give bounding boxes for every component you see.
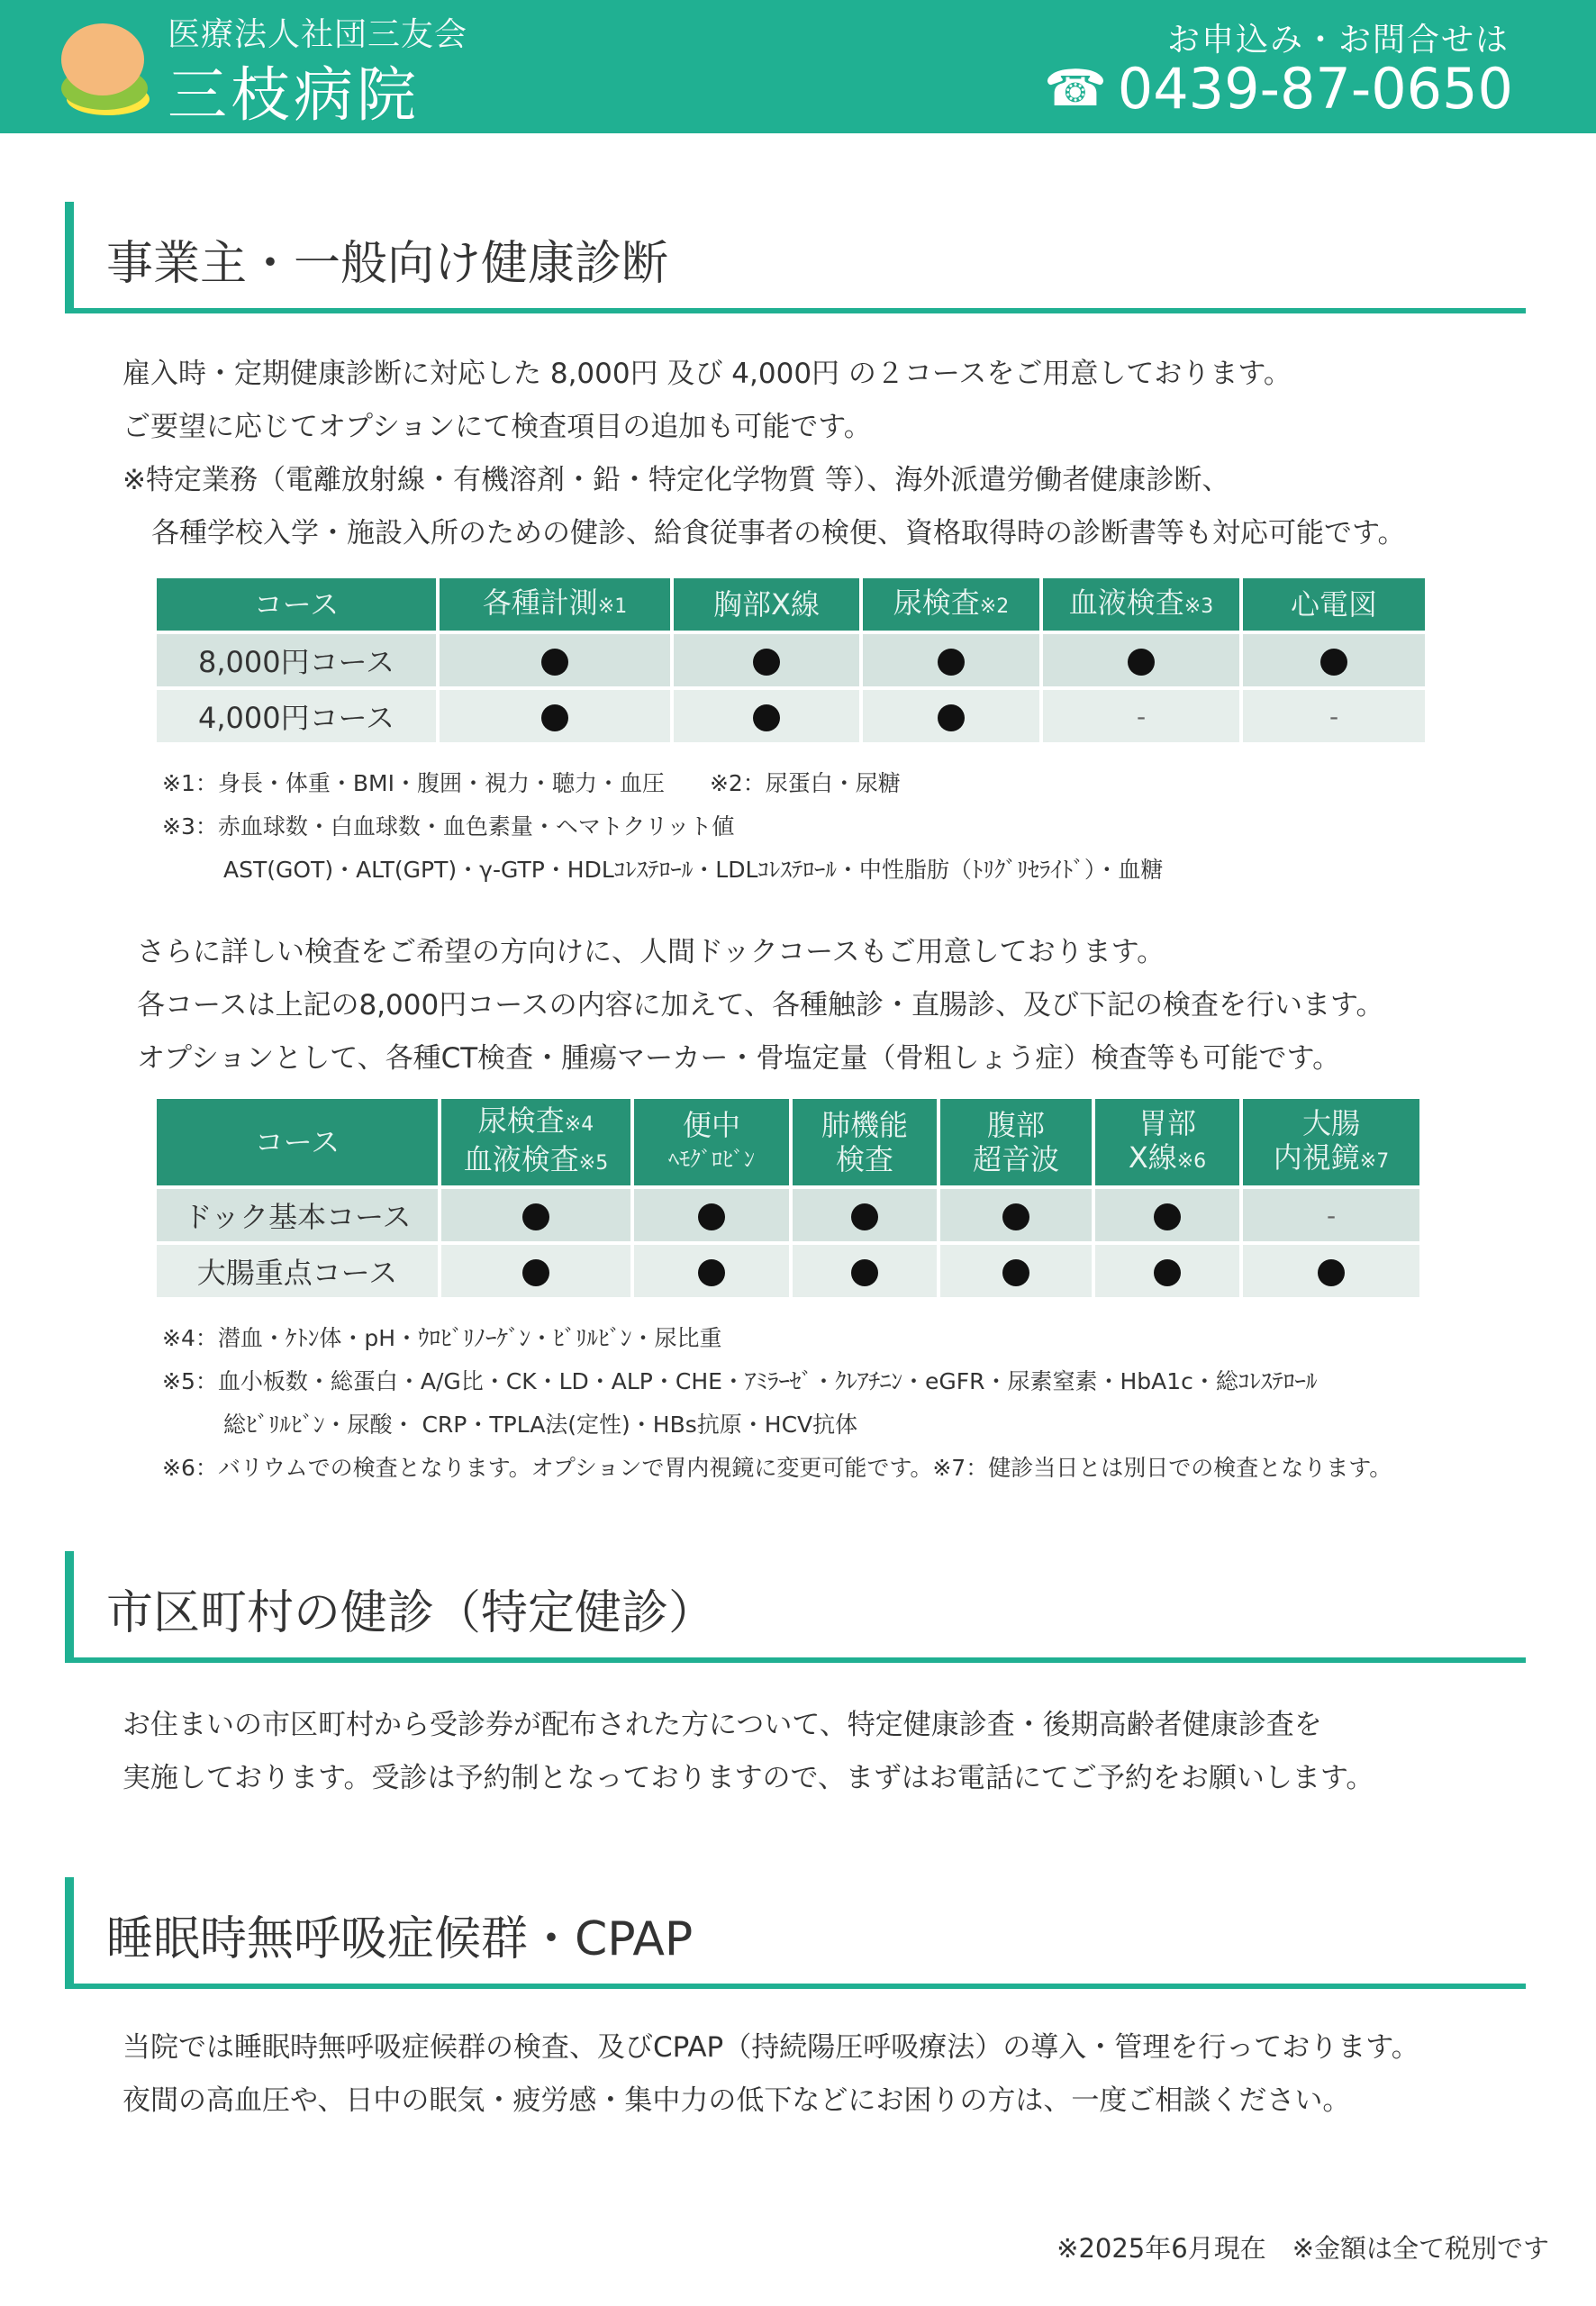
footer-note: ※2025年6月現在 ※金額は全て税別です [1056, 2233, 1549, 2264]
check-dot-icon [541, 704, 568, 731]
course-table-basic [153, 575, 1428, 746]
course-table-dock [153, 1095, 1423, 1301]
cell-included [1243, 1245, 1419, 1297]
cell-included [674, 690, 859, 742]
table1-notes [162, 762, 1163, 892]
col-urine-blood: 尿検査※4 血液検査※5 [441, 1099, 630, 1185]
intro-line: 各種学校入学・施設入所のための健診、給食従事者の検便、資格取得時の診断書等も対応可能です。 [151, 517, 1406, 549]
dock-line: 各コースは上記の8,000円コースの内容に加えて、各種触診・直腸診、及び下記の検査を行います。 [137, 989, 1384, 1021]
note-line: AST(GOT)・ALT(GPT)・γ-GTP・HDLｺﾚｽﾃﾛｰﾙ・LDLｺﾚｽﾃﾛｰﾙ・中性脂肪（ﾄﾘｸﾞﾘｾﾗｲﾄﾞ）・血糖 [223, 857, 1164, 883]
cell-included [1095, 1189, 1239, 1241]
cell-included [440, 690, 670, 742]
municipal-checkup-text [122, 1699, 1374, 1805]
note-line: ※5：血小板数・総蛋白・A/G比・CK・LD・ALP・CHE・ｱﾐﾗｰｾﾞ・ｸﾚｱﾁﾆﾝ・eGFR・尿素窒素・HbA1c・総ｺﾚｽﾃﾛｰﾙ [162, 1368, 1318, 1394]
course-name: ドック基本コース [157, 1189, 438, 1241]
course-name: 8,000円コース [157, 634, 436, 686]
cell-included [863, 690, 1039, 742]
table-header-row [157, 578, 1425, 631]
check-dot-icon [1002, 1259, 1029, 1286]
header-bar [0, 0, 1596, 133]
text-line: 夜間の高血圧や、日中の眠気・疲労感・集中力の低下などにお困りの方は、一度ご相談ください。 [122, 2084, 1351, 2117]
cell-included [1095, 1245, 1239, 1297]
cell-included [634, 1245, 789, 1297]
check-dot-icon [698, 1203, 725, 1230]
dock-line: さらに詳しい検査をご希望の方向けに、人間ドックコースもご用意しております。 [137, 936, 1165, 968]
note-line: ※3：赤血球数・白血球数・血色素量・ヘマトクリット値 [162, 813, 735, 840]
table-row [157, 1245, 1419, 1297]
health-check-intro [122, 348, 1406, 560]
text-line: 当院では睡眠時無呼吸症候群の検査、及びCPAP（持続陽圧呼吸療法）の導入・管理を行っております。 [122, 2031, 1419, 2064]
section-title: 睡眠時無呼吸症候群・CPAP [106, 1912, 694, 1966]
cell-included [441, 1245, 630, 1297]
note-line: 総ﾋﾞﾘﾙﾋﾞﾝ・尿酸・ CRP・TPLA法(定性)・HBs抗原・HCV抗体 [223, 1412, 858, 1438]
cell-included [440, 634, 670, 686]
check-dot-icon [1128, 649, 1155, 676]
cell-included [793, 1189, 937, 1241]
col-course: コース [157, 1099, 438, 1185]
text-line: 実施しております。受診は予約制となっておりますので、まずはお電話にてご予約をお願いします。 [122, 1762, 1374, 1794]
check-dot-icon [1318, 1259, 1345, 1286]
cell-included [940, 1189, 1092, 1241]
intro-line: ご要望に応じてオプションにて検査項目の追加も可能です。 [122, 411, 872, 443]
contact-label: お申込み・お問合せは [1166, 22, 1510, 59]
check-dot-icon [753, 649, 780, 676]
col-chest-xray: 胸部X線 [674, 578, 859, 631]
text-line: お住まいの市区町村から受診券が配布された方について、特定健康診査・後期高齢者健康診査を [122, 1709, 1322, 1741]
check-dot-icon [522, 1259, 549, 1286]
cell-not-included: - [1243, 690, 1425, 742]
cell-not-included: - [1043, 690, 1239, 742]
cell-included [441, 1189, 630, 1241]
section-title: 市区町村の健診（特定健診） [106, 1586, 716, 1640]
section-heading-health-check [65, 202, 1526, 313]
col-stomach-xray: 胃部 X線※6 [1095, 1099, 1239, 1185]
check-dot-icon [698, 1259, 725, 1286]
note-line: ※4：潜血・ｹﾄﾝ体・pH・ｳﾛﾋﾞﾘﾉｰｹﾞﾝ・ﾋﾞﾘﾙﾋﾞﾝ・尿比重 [162, 1325, 722, 1351]
check-dot-icon [541, 649, 568, 676]
col-urine: 尿検査※2 [863, 578, 1039, 631]
table-row [157, 1189, 1419, 1241]
col-blood: 血液検査※3 [1043, 578, 1239, 631]
cell-included [793, 1245, 937, 1297]
table-header-row [157, 1099, 1419, 1185]
hospital-name: 三枝病院 [168, 60, 420, 130]
check-dot-icon [851, 1259, 878, 1286]
cell-not-included: - [1243, 1189, 1419, 1241]
cell-included [1243, 634, 1425, 686]
check-dot-icon [938, 704, 965, 731]
section-title: 事業主・一般向け健康診断 [106, 237, 669, 291]
intro-line: 雇入時・定期健康診断に対応した 8,000円 及び 4,000円 の２コースをご用意しております。 [122, 358, 1292, 390]
dock-intro [137, 926, 1384, 1085]
check-dot-icon [1154, 1203, 1181, 1230]
check-dot-icon [1154, 1259, 1181, 1286]
dock-line: オプションとして、各種CT検査・腫瘍マーカー・骨塩定量（骨粗しょう症）検査等も可能です。 [137, 1042, 1341, 1075]
table2-notes [162, 1317, 1392, 1490]
hospital-logo [56, 13, 155, 121]
cell-included [634, 1189, 789, 1241]
check-dot-icon [753, 704, 780, 731]
cell-included [674, 634, 859, 686]
phone-text: 0439-87-0650 [1117, 56, 1513, 122]
col-ecg: 心電図 [1243, 578, 1425, 631]
check-dot-icon [522, 1203, 549, 1230]
cell-included [940, 1245, 1092, 1297]
col-colonoscopy: 大腸 内視鏡※7 [1243, 1099, 1419, 1185]
phone-icon: ☎ [1044, 59, 1107, 118]
col-abdominal-ultrasound: 腹部 超音波 [940, 1099, 1092, 1185]
check-dot-icon [938, 649, 965, 676]
note-line: ※1：身長・体重・BMI・腹囲・視力・聴力・血圧 ※2：尿蛋白・尿糖 [162, 770, 901, 796]
section-heading-sleep-apnea [65, 1877, 1526, 1989]
org-name: 医療法人社団三友会 [168, 16, 468, 53]
cell-included [863, 634, 1039, 686]
check-dot-icon [1320, 649, 1347, 676]
phone-number[interactable] [1044, 56, 1513, 122]
section-heading-municipal-checkup [65, 1551, 1526, 1663]
col-measurement: 各種計測※1 [440, 578, 670, 631]
sleep-apnea-text [122, 2021, 1419, 2128]
table-row [157, 690, 1425, 742]
col-lung-function: 肺機能 検査 [793, 1099, 937, 1185]
table-row [157, 634, 1425, 686]
course-name: 大腸重点コース [157, 1245, 438, 1297]
course-name: 4,000円コース [157, 690, 436, 742]
check-dot-icon [851, 1203, 878, 1230]
cell-included [1043, 634, 1239, 686]
intro-line: ※特定業務（電離放射線・有機溶剤・鉛・特定化学物質 等）、海外派遣労働者健康診断、 [122, 464, 1230, 496]
col-course: コース [157, 578, 436, 631]
check-dot-icon [1002, 1203, 1029, 1230]
note-line: ※6：バリウムでの検査となります。オプションで胃内視鏡に変更可能です。※7：健診当日とは別日での検査となります。 [162, 1455, 1392, 1481]
col-fecal-hemoglobin: 便中 ﾍﾓｸﾞﾛﾋﾞﾝ [634, 1099, 789, 1185]
